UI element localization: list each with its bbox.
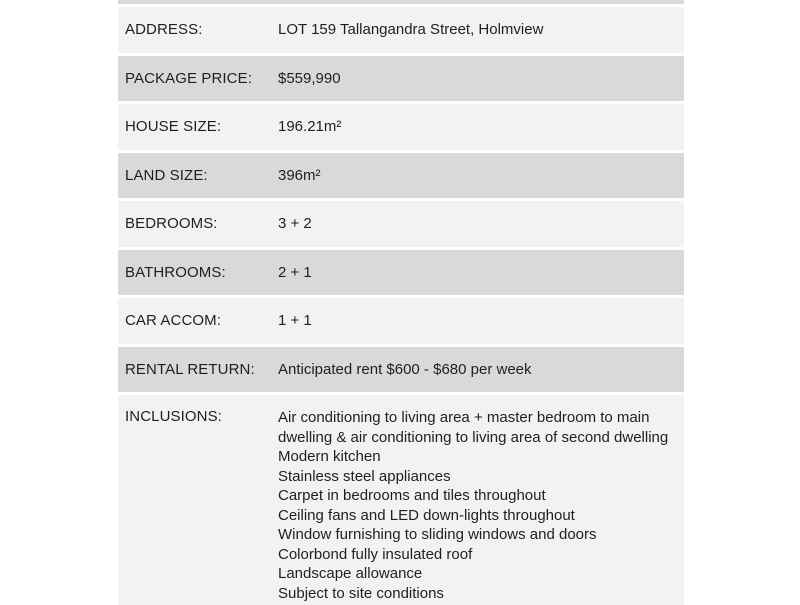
table-row-address	[118, 7, 684, 53]
row-value: 2 + 1	[278, 263, 312, 281]
row-value: 1 + 1	[278, 312, 312, 330]
table-row-house-size	[118, 104, 684, 150]
table-row-bedrooms	[118, 201, 684, 247]
row-label: CAR ACCOM:	[125, 312, 222, 330]
row-label: BEDROOMS:	[125, 215, 218, 233]
inclusion-item: Stainless steel appliances	[278, 467, 451, 485]
row-label: PACKAGE PRICE:	[125, 69, 252, 87]
row-label: LAND SIZE:	[125, 166, 208, 184]
row-value: LOT 159 Tallangandra Street, Holmview	[278, 21, 544, 39]
inclusion-item: Colorbond fully insulated roof	[278, 545, 473, 563]
row-label: INCLUSIONS:	[125, 408, 222, 425]
table-row-bathrooms	[118, 250, 684, 296]
inclusions-list	[278, 408, 684, 603]
inclusion-item: Air conditioning to living area + master bedroom to main dwelling & air conditioning to living area of second dwelling	[278, 409, 669, 446]
table-row-land-size	[118, 153, 684, 199]
table-row-inclusions	[118, 395, 684, 605]
inclusion-item: Landscape allowance	[278, 565, 423, 582]
inclusion-item: Subject to site conditions	[278, 584, 444, 602]
row-label: RENTAL RETURN:	[125, 360, 255, 378]
row-value: 196.21m²	[278, 118, 342, 136]
inclusion-item: Ceiling fans and LED down-lights throughout	[278, 506, 575, 524]
inclusion-item: Carpet in bedrooms and tiles throughout	[278, 487, 546, 504]
property-spec-table	[118, 0, 684, 605]
row-value: $559,990	[278, 69, 341, 87]
row-value: 3 + 2	[278, 215, 312, 233]
table-row-rental-return	[118, 347, 684, 393]
row-value: Anticipated rent $600 - $680 per week	[278, 360, 532, 378]
inclusion-item: Window furnishing to sliding windows and doors	[278, 526, 597, 543]
row-label: BATHROOMS:	[125, 263, 226, 281]
truncated-row-edge	[118, 0, 684, 4]
table-row-package-price	[118, 56, 684, 102]
row-value: 396m²	[278, 166, 321, 184]
inclusion-item: Modern kitchen	[278, 448, 381, 465]
row-label: HOUSE SIZE:	[125, 118, 222, 136]
table-row-car-accom	[118, 298, 684, 344]
row-label: ADDRESS:	[125, 21, 203, 39]
